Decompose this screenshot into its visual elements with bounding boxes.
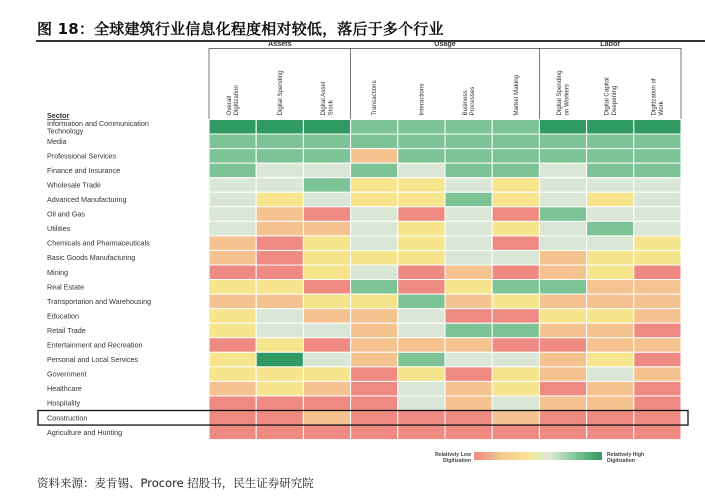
- heat-cell: [303, 280, 350, 295]
- heat-cell: [303, 178, 350, 193]
- heat-cell: [209, 265, 256, 280]
- figure-title: 图 18：全球建筑行业信息化程度相对较低，落后于多个行业: [37, 20, 444, 38]
- heat-cell: [209, 163, 256, 178]
- heat-cell: [445, 425, 492, 440]
- heat-cell: [445, 134, 492, 149]
- heat-cell: [587, 367, 634, 382]
- heat-cell: [351, 367, 398, 382]
- heat-cell: [398, 120, 445, 135]
- column-label-market-making: Market Making: [512, 74, 520, 116]
- heat-cell: [351, 207, 398, 222]
- row-label-advanced-manufacturing: Advanced Manufacturing: [47, 195, 127, 205]
- column-label-interactions: Interactions: [418, 83, 426, 116]
- heat-cell: [445, 221, 492, 236]
- heat-cell: [587, 352, 634, 367]
- heat-cell: [398, 425, 445, 440]
- heat-cell: [398, 411, 445, 426]
- heat-cell: [209, 396, 256, 411]
- heat-cell: [492, 120, 539, 135]
- heat-cell: [398, 367, 445, 382]
- row-label-retail-trade: Retail Trade: [47, 325, 86, 335]
- heat-cell: [587, 411, 634, 426]
- heat-cell: [303, 396, 350, 411]
- heat-cell: [351, 338, 398, 353]
- heat-cell: [303, 149, 350, 164]
- heat-cell: [445, 381, 492, 396]
- heat-cell: [539, 149, 586, 164]
- heat-cell: [634, 221, 681, 236]
- heat-cell: [209, 149, 256, 164]
- heat-cell: [634, 411, 681, 426]
- heat-cell: [587, 323, 634, 338]
- heat-cell: [398, 207, 445, 222]
- heat-cell: [209, 352, 256, 367]
- heat-cell: [445, 120, 492, 135]
- heat-cell: [398, 294, 445, 309]
- heat-cell: [492, 207, 539, 222]
- heat-cell: [445, 323, 492, 338]
- column-label-digitization-of-work: Digitization ofWork: [650, 78, 665, 116]
- heat-cell: [303, 120, 350, 135]
- heat-cell: [256, 149, 303, 164]
- heat-cell: [398, 236, 445, 251]
- heat-cell: [351, 411, 398, 426]
- row-label-government: Government: [47, 369, 87, 379]
- row-label-wholesale-trade: Wholesale Trade: [47, 180, 101, 190]
- heat-cell: [587, 134, 634, 149]
- heat-cell: [634, 149, 681, 164]
- heat-cell: [492, 178, 539, 193]
- heat-cell: [539, 192, 586, 207]
- heat-cell: [351, 134, 398, 149]
- source-note: 资料来源：麦肯锡、Procore 招股书，民生证券研究院: [37, 476, 314, 490]
- row-label-agriculture-and-hunting: Agriculture and Hunting: [47, 427, 123, 437]
- row-label-transportation-and-warehousing: Transportation and Warehousing: [47, 296, 152, 306]
- heat-cell: [209, 134, 256, 149]
- heat-cell: [398, 250, 445, 265]
- row-label-oil-and-gas: Oil and Gas: [47, 209, 85, 219]
- heat-cell: [256, 280, 303, 295]
- heat-cell: [303, 367, 350, 382]
- heat-cell: [351, 396, 398, 411]
- heat-cell: [398, 352, 445, 367]
- heat-cell: [209, 120, 256, 135]
- heat-cell: [539, 236, 586, 251]
- heat-cell: [539, 338, 586, 353]
- heat-cell: [634, 309, 681, 324]
- heat-cell: [303, 338, 350, 353]
- row-label-construction: Construction: [47, 413, 88, 423]
- heat-cell: [587, 120, 634, 135]
- row-label-finance-and-insurance: Finance and Insurance: [47, 165, 121, 175]
- heat-cell: [256, 192, 303, 207]
- heat-cell: [256, 207, 303, 222]
- heat-cell: [445, 207, 492, 222]
- heat-cell: [209, 236, 256, 251]
- heat-cell: [209, 309, 256, 324]
- heat-cell: [351, 178, 398, 193]
- heat-cell: [256, 425, 303, 440]
- heat-cell: [445, 192, 492, 207]
- heat-cell: [398, 221, 445, 236]
- heat-cell: [398, 280, 445, 295]
- heat-cell: [351, 149, 398, 164]
- heat-cell: [539, 178, 586, 193]
- heat-cell: [539, 280, 586, 295]
- heat-cell: [539, 352, 586, 367]
- heat-cell: [398, 149, 445, 164]
- heat-cell: [539, 221, 586, 236]
- heat-cell: [445, 352, 492, 367]
- heat-cell: [256, 250, 303, 265]
- heat-cell: [351, 323, 398, 338]
- heat-cell: [587, 192, 634, 207]
- heat-cell: [445, 396, 492, 411]
- heat-cell: [634, 294, 681, 309]
- heat-cell: [209, 280, 256, 295]
- heat-cell: [398, 265, 445, 280]
- heat-cell: [634, 192, 681, 207]
- heat-cell: [303, 163, 350, 178]
- heat-cell: [634, 236, 681, 251]
- heat-cell: [634, 178, 681, 193]
- heat-cell: [209, 381, 256, 396]
- heat-cell: [303, 381, 350, 396]
- heat-cell: [256, 178, 303, 193]
- heat-cell: [256, 411, 303, 426]
- heat-cell: [539, 323, 586, 338]
- heat-cell: [256, 221, 303, 236]
- heat-cell: [303, 309, 350, 324]
- legend-gradient-bar: [474, 452, 602, 460]
- heat-cell: [492, 236, 539, 251]
- column-label-digital-spending-on-workers: Digital Spendingon Workers: [556, 70, 571, 116]
- row-label-utilities: Utilities: [47, 224, 71, 234]
- heat-cell: [351, 425, 398, 440]
- row-label-healthcare: Healthcare: [47, 384, 82, 394]
- row-label-real-estate: Real Estate: [47, 282, 85, 292]
- heat-cell: [209, 250, 256, 265]
- heat-cell: [587, 221, 634, 236]
- heat-cell: [492, 425, 539, 440]
- heat-cell: [303, 134, 350, 149]
- heat-cell: [492, 352, 539, 367]
- heat-cell: [492, 381, 539, 396]
- heat-cell: [209, 367, 256, 382]
- group-label-usage: Usage: [434, 39, 456, 48]
- heat-cell: [351, 294, 398, 309]
- heat-cell: [634, 134, 681, 149]
- heat-cell: [351, 163, 398, 178]
- heat-cell: [303, 411, 350, 426]
- heat-cell: [445, 149, 492, 164]
- heat-cell: [445, 411, 492, 426]
- heat-cell: [445, 280, 492, 295]
- heat-cell: [351, 309, 398, 324]
- sector-header: Sector: [47, 111, 70, 120]
- heat-cell: [303, 250, 350, 265]
- heat-cell: [587, 280, 634, 295]
- group-label-labor: Labor: [600, 39, 621, 48]
- heat-cell: [209, 192, 256, 207]
- heat-cell: [587, 250, 634, 265]
- heat-cell: [634, 396, 681, 411]
- heat-cell: [587, 236, 634, 251]
- heat-cell: [303, 221, 350, 236]
- heat-cell: [445, 178, 492, 193]
- heat-cell: [398, 338, 445, 353]
- heat-cell: [634, 425, 681, 440]
- heat-cell: [445, 294, 492, 309]
- heat-cell: [303, 425, 350, 440]
- heat-cell: [256, 265, 303, 280]
- heat-cell: [303, 265, 350, 280]
- column-label-digital-asset-stock: Digital AssetStock: [320, 81, 335, 116]
- heat-cell: [209, 323, 256, 338]
- heat-cell: [587, 425, 634, 440]
- heat-cell: [303, 294, 350, 309]
- heat-cell: [587, 207, 634, 222]
- heat-cell: [256, 309, 303, 324]
- heat-cell: [351, 352, 398, 367]
- heat-cell: [303, 207, 350, 222]
- heat-cell: [539, 411, 586, 426]
- heat-cell: [445, 309, 492, 324]
- heat-cell: [634, 250, 681, 265]
- heat-cell: [445, 250, 492, 265]
- heat-cell: [492, 221, 539, 236]
- heat-cell: [209, 221, 256, 236]
- heat-cell: [351, 250, 398, 265]
- heat-cell: [303, 236, 350, 251]
- heat-cell: [303, 192, 350, 207]
- heat-cell: [539, 309, 586, 324]
- heat-cell: [398, 323, 445, 338]
- column-label-overall-digitization: OverallDigitization: [225, 85, 241, 116]
- heat-cell: [492, 134, 539, 149]
- heat-cell: [256, 381, 303, 396]
- heat-cell: [256, 352, 303, 367]
- heat-cell: [256, 163, 303, 178]
- heat-cell: [209, 411, 256, 426]
- row-label-information-and-communication-technology: Information and Communication Technology: [47, 119, 149, 136]
- heat-cell: [492, 250, 539, 265]
- heat-cell: [256, 338, 303, 353]
- row-label-hospitality: Hospitality: [47, 398, 81, 408]
- heat-cell: [492, 309, 539, 324]
- heat-cell: [539, 396, 586, 411]
- heat-cell: [303, 323, 350, 338]
- heat-cell: [492, 149, 539, 164]
- heat-cell: [492, 396, 539, 411]
- heat-cell: [492, 367, 539, 382]
- heat-cell: [634, 367, 681, 382]
- heat-cell: [398, 163, 445, 178]
- heat-cell: [492, 323, 539, 338]
- legend-high-label: Relatively High Digitization: [607, 452, 645, 464]
- heat-cell: [398, 178, 445, 193]
- heat-cell: [634, 207, 681, 222]
- heat-cell: [587, 381, 634, 396]
- heat-cell: [209, 207, 256, 222]
- heat-cell: [256, 294, 303, 309]
- heat-cell: [351, 381, 398, 396]
- heat-cell: [351, 120, 398, 135]
- heat-cell: [634, 265, 681, 280]
- heat-cell: [492, 411, 539, 426]
- heat-cell: [398, 192, 445, 207]
- heat-cell: [351, 280, 398, 295]
- row-label-media: Media: [47, 136, 67, 146]
- heat-cell: [209, 338, 256, 353]
- heat-cell: [539, 294, 586, 309]
- heat-cell: [539, 207, 586, 222]
- column-label-transactions: Transactions: [371, 80, 379, 116]
- heat-cell: [539, 120, 586, 135]
- heat-cell: [634, 381, 681, 396]
- heat-cell: [634, 323, 681, 338]
- column-label-digital-spending: Digital Spending: [276, 70, 284, 116]
- heat-cell: [634, 338, 681, 353]
- heat-cell: [587, 163, 634, 178]
- heat-cell: [634, 352, 681, 367]
- row-label-chemicals-and-pharmaceuticals: Chemicals and Pharmaceuticals: [47, 238, 150, 248]
- heat-cell: [256, 367, 303, 382]
- row-label-mining: Mining: [47, 267, 69, 277]
- heat-cell: [445, 236, 492, 251]
- heat-cell: [209, 178, 256, 193]
- row-label-basic-goods-manufacturing: Basic Goods Manufacturing: [47, 253, 136, 263]
- heat-cell: [398, 381, 445, 396]
- heat-cell: [634, 120, 681, 135]
- heat-cell: [587, 265, 634, 280]
- heat-cell: [445, 265, 492, 280]
- heat-cell: [539, 134, 586, 149]
- heat-cell: [209, 294, 256, 309]
- row-label-entertainment-and-recreation: Entertainment and Recreation: [47, 340, 143, 350]
- heat-cell: [492, 265, 539, 280]
- heat-cell: [398, 396, 445, 411]
- heat-cell: [587, 294, 634, 309]
- column-label-business-processes: BusinessProcesses: [461, 86, 477, 116]
- heat-cell: [539, 381, 586, 396]
- heat-cell: [209, 425, 256, 440]
- heat-cell: [445, 338, 492, 353]
- heat-cell: [587, 396, 634, 411]
- heat-cell: [303, 352, 350, 367]
- heat-cell: [492, 294, 539, 309]
- heat-cell: [587, 149, 634, 164]
- heat-cell: [634, 163, 681, 178]
- heat-cell: [398, 309, 445, 324]
- heat-cell: [256, 323, 303, 338]
- heat-cell: [587, 338, 634, 353]
- heat-cell: [634, 280, 681, 295]
- heat-cell: [445, 367, 492, 382]
- legend-low-label: Relatively Low Digitization: [434, 452, 471, 464]
- heat-cell: [587, 178, 634, 193]
- heat-cell: [587, 309, 634, 324]
- heat-cell: [256, 236, 303, 251]
- row-label-education: Education: [47, 311, 79, 321]
- heat-cell: [445, 163, 492, 178]
- column-label-digital-capital-deepening: Digital CapitalDeepening: [603, 77, 618, 116]
- heat-cell: [351, 236, 398, 251]
- heat-cell: [492, 192, 539, 207]
- row-label-professional-services: Professional Services: [47, 151, 117, 161]
- heat-cell: [492, 280, 539, 295]
- heat-cell: [539, 250, 586, 265]
- group-label-assets: Assets: [268, 39, 292, 48]
- heat-cell: [539, 265, 586, 280]
- heat-cell: [539, 425, 586, 440]
- heat-cell: [539, 163, 586, 178]
- heat-cell: [256, 134, 303, 149]
- heat-cell: [351, 265, 398, 280]
- heat-cell: [351, 192, 398, 207]
- heat-cell: [256, 120, 303, 135]
- row-label-personal-and-local-services: Personal and Local Services: [47, 355, 139, 365]
- heat-cell: [398, 134, 445, 149]
- heat-cell: [492, 338, 539, 353]
- heat-cell: [492, 163, 539, 178]
- heat-cell: [256, 396, 303, 411]
- heat-cell: [539, 367, 586, 382]
- heat-cell: [351, 221, 398, 236]
